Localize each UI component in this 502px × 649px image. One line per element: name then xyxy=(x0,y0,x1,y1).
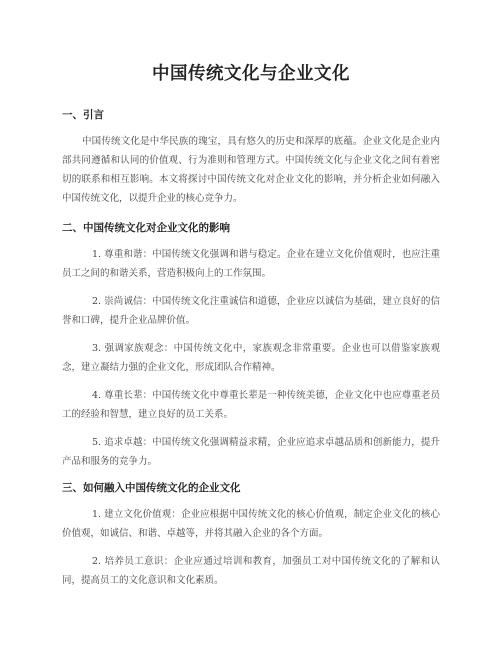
section-integration xyxy=(62,480,440,590)
document-title: 中国传统文化与企业文化 xyxy=(152,64,350,84)
section-heading: 三、如何融入中国传统文化的企业文化 xyxy=(62,482,241,494)
section-heading: 二、中国传统文化对企业文化的影响 xyxy=(62,222,230,234)
section-heading: 一、引言 xyxy=(62,109,104,121)
section-influence xyxy=(62,220,440,471)
section-introduction xyxy=(62,107,440,208)
list-item: 1. 尊重和谐：中国传统文化强调和谐与稳定。企业在建立文化价值观时，也应注重员工之间的和谐关系，营造积极向上的工作氛围。 xyxy=(62,249,440,279)
list-item: 2. 崇尚诚信：中国传统文化注重诚信和道德，企业应以诚信为基础，建立良好的信誉和口碑，提升企业品牌价值。 xyxy=(62,296,440,326)
list-item: 2. 培养员工意识：企业应通过培训和教育，加强员工对中国传统文化的了解和认同，提高员工的文化意识和文化素质。 xyxy=(62,556,440,586)
list-item: 5. 追求卓越：中国传统文化强调精益求精，企业应追求卓越品质和创新能力，提升产品和服务的竞争力。 xyxy=(62,437,440,467)
list-item: 3. 强调家族观念：中国传统文化中，家族观念非常重要。企业也可以借鉴家族观念，建立凝结力强的企业文化，形成团队合作精神。 xyxy=(62,343,440,373)
list-item: 1. 建立文化价值观：企业应根据中国传统文化的核心价值观，制定企业文化的核心价值观，如诚信、和谐、卓越等，并将其融入企业的各个方面。 xyxy=(62,509,440,539)
list-item: 4. 尊重长辈：中国传统文化中尊重长辈是一种传统美德，企业文化中也应尊重老员工的经验和智慧，建立良好的员工关系。 xyxy=(62,390,440,420)
paragraph: 中国传统文化是中华民族的瑰宝，具有悠久的历史和深厚的底蕴。企业文化是企业内部共同遵循和认同的价值观、行为准则和管理方式。中国传统文化与企业文化之间有着密切的联系和相互影响。本文将探讨中国传统文化对企业文化的影响，并分析企业如何融入中国传统文化，以提升企业的核心竞争力。 xyxy=(62,136,440,204)
